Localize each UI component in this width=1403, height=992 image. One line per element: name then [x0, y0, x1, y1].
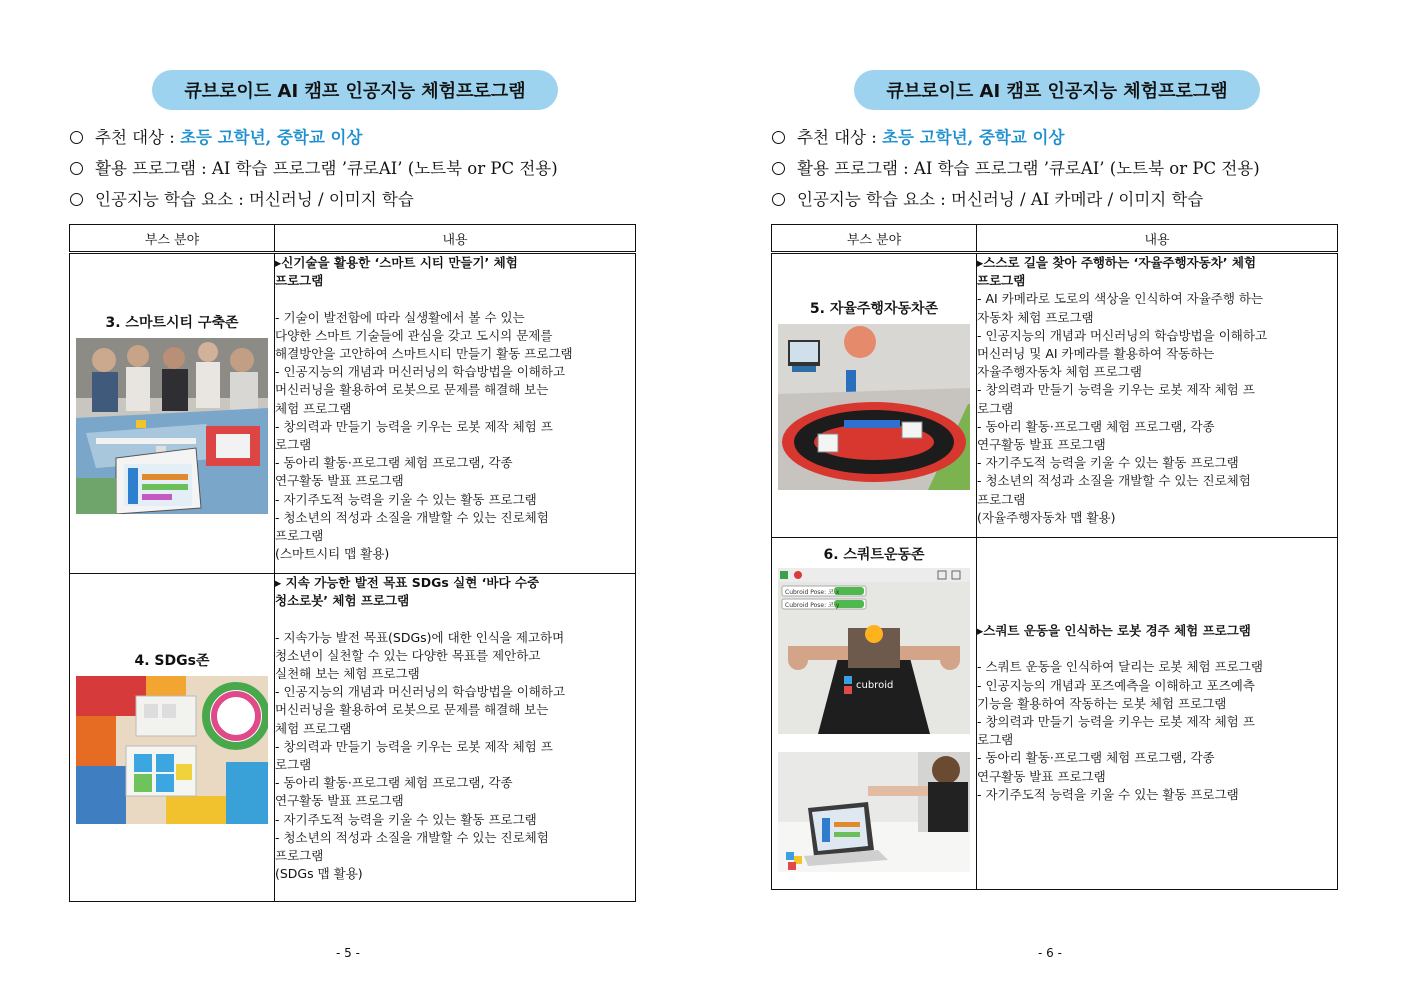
content-line: - 자기주도적 능력을 키울 수 있는 활동 프로그램 — [977, 455, 1239, 471]
autonomous-car-photo — [778, 324, 970, 490]
content-line: 자동차 체험 프로그램 — [977, 309, 1094, 325]
content-line: 체험 프로그램 — [275, 400, 352, 416]
content-line: - AI 카메라로 도로의 색상을 인식하여 자율주행 하는 — [977, 291, 1264, 307]
spacer — [275, 610, 635, 628]
zone-name: 3. 스마트시티 구축존 — [105, 315, 239, 331]
content-line: 연구활동 발표 프로그램 — [275, 793, 404, 809]
content-line: - 자기주도적 능력을 키울 수 있는 활동 프로그램 — [275, 811, 537, 827]
program-heading: ▸스쿼트 운동을 인식하는 로봇 경주 체험 프로그램 — [977, 623, 1251, 638]
content-line: - 청소년의 적성과 소질을 개발할 수 있는 진로체험 — [275, 829, 549, 845]
content-line: 프로그램 — [977, 491, 1026, 507]
content-line: - 인공지능의 개념과 머신러닝의 학습방법을 이해하고 — [275, 684, 566, 700]
content-line: - 스쿼트 운동을 인식하여 달리는 로봇 체험 프로그램 — [977, 659, 1263, 675]
content-line: 로그램 — [275, 757, 312, 773]
info-program: 활용 프로그램 : AI 학습 프로그램 ’큐로AI’ (노트북 or PC 전용) — [772, 153, 1260, 184]
content-line: 로그램 — [977, 732, 1014, 748]
program-heading-cont: 청소로봇’ 체험 프로그램 — [275, 593, 410, 609]
content-line: - 지속가능 발전 목표(SDGs)에 대한 인식을 제고하며 — [275, 629, 565, 645]
zone-cell — [772, 538, 977, 890]
content-line: 해결방안을 고안하여 스마트시티 만들기 활동 프로그램 — [275, 346, 573, 361]
info-elements: 인공지능 학습 요소 : 머신러닝 / 이미지 학습 — [70, 184, 558, 215]
content-line: - 창의력과 만들기 능력을 키우는 로봇 제작 체험 프 — [275, 418, 553, 434]
content-line: 머신러닝을 활용하여 로봇으로 문제를 해결해 보는 — [275, 382, 549, 398]
content-cell — [275, 253, 636, 574]
content-line: 머신러닝 및 AI 카메라를 활용하여 작동하는 — [977, 346, 1215, 362]
content-line: - 청소년의 적성과 소질을 개발할 수 있는 진로체험 — [977, 473, 1251, 489]
zone-name: 4. SDGs존 — [134, 653, 210, 669]
content-cell — [977, 538, 1338, 890]
page-right — [701, 0, 1403, 992]
squat-robot-photo — [778, 752, 970, 872]
content-line: 프로그램 — [275, 848, 324, 864]
circle-bullet-icon — [70, 162, 83, 175]
circle-bullet-icon — [772, 131, 785, 144]
circle-bullet-icon — [70, 131, 83, 144]
program-heading: ▸ 지속 가능한 발전 목표 SDGs 실현 ‘바다 수중 — [275, 575, 540, 590]
zone-name: 5. 자율주행자동차존 — [809, 301, 939, 317]
zone-cell — [70, 253, 275, 574]
content-line: 프로그램 — [275, 528, 324, 544]
booth-table — [771, 224, 1338, 890]
circle-bullet-icon — [772, 162, 785, 175]
header-content: 내용 — [275, 225, 636, 253]
content-cell — [977, 253, 1338, 538]
content-line: - 창의력과 만들기 능력을 키우는 로봇 제작 체험 프 — [275, 738, 553, 754]
info-list — [70, 122, 558, 215]
header-content: 내용 — [977, 225, 1338, 253]
circle-bullet-icon — [70, 193, 83, 206]
spacer — [977, 640, 1337, 658]
content-line: 실천해 보는 체험 프로그램 — [275, 666, 420, 681]
circle-bullet-icon — [772, 193, 785, 206]
content-cell — [275, 574, 636, 902]
program-heading: ▸스스로 길을 찾아 주행하는 ‘자율주행자동차’ 체험 — [977, 255, 1257, 270]
page-title: 큐브로이드 AI 캠프 인공지능 체험프로그램 — [854, 70, 1260, 110]
zone-name: 6. 스쿼트운동존 — [823, 547, 925, 563]
program-heading-cont: 프로그램 — [977, 273, 1026, 289]
content-line: (자율주행자동차 맵 활용) — [977, 509, 1116, 525]
content-line: - 인공지능의 개념과 머신러닝의 학습방법을 이해하고 — [977, 327, 1268, 343]
content-line: - 인공지능의 개념과 포즈예측을 이해하고 포즈예측 — [977, 677, 1255, 693]
content-line: - 자기주도적 능력을 키울 수 있는 활동 프로그램 — [977, 786, 1239, 802]
spacer — [275, 290, 635, 308]
info-program: 활용 프로그램 : AI 학습 프로그램 ’큐로AI’ (노트북 or PC 전용) — [70, 153, 558, 184]
content-line: (스마트시티 맵 활용) — [275, 546, 390, 562]
content-line: 연구활동 발표 프로그램 — [977, 437, 1106, 453]
content-line: - 기술이 발전함에 따라 실생활에서 볼 수 있는 — [275, 309, 525, 325]
content-line: 기능을 활용하여 작동하는 로봇 체험 프로그램 — [977, 695, 1227, 711]
content-line: (SDGs 맵 활용) — [275, 866, 363, 882]
overlay-label-x: Cubroid Pose: 코 x — [785, 589, 840, 596]
content-line: - 청소년의 적성과 소질을 개발할 수 있는 진로체험 — [275, 509, 549, 525]
content-line: - 인공지능의 개념과 머신러닝의 학습방법을 이해하고 — [275, 364, 566, 380]
pose-camera-photo — [778, 568, 970, 734]
booth-table — [69, 224, 636, 902]
content-line: - 자기주도적 능력을 키울 수 있는 활동 프로그램 — [275, 491, 537, 507]
sdgs-photo — [76, 676, 268, 824]
info-target: 추천 대상 : 초등 고학년, 중학교 이상 — [70, 122, 558, 153]
content-line: 로그램 — [977, 400, 1014, 416]
content-line: 연구활동 발표 프로그램 — [977, 768, 1106, 784]
zone-cell — [70, 574, 275, 902]
content-line: - 창의력과 만들기 능력을 키우는 로봇 제작 체험 프 — [977, 714, 1255, 729]
overlay-label-y: Cubroid Pose: 코 y — [785, 602, 840, 609]
page-title: 큐브로이드 AI 캠프 인공지능 체험프로그램 — [152, 70, 558, 110]
content-line: 자율주행자동차 체험 프로그램 — [977, 364, 1142, 380]
content-line: 로그램 — [275, 437, 312, 453]
content-line: 다양한 스마트 기술들에 관심을 갖고 도시의 문제를 — [275, 327, 553, 343]
page-number: - 6 - — [1038, 946, 1062, 960]
content-line: - 창의력과 만들기 능력을 키우는 로봇 제작 체험 프 — [977, 382, 1255, 398]
zone-cell — [772, 253, 977, 538]
content-line: - 동아리 활동·프로그램 체험 프로그램, 각종 — [977, 418, 1215, 434]
content-line: - 동아리 활동·프로그램 체험 프로그램, 각종 — [977, 750, 1215, 766]
info-elements: 인공지능 학습 요소 : 머신러닝 / AI 카메라 / 이미지 학습 — [772, 184, 1260, 215]
content-line: 체험 프로그램 — [275, 720, 352, 736]
info-list — [772, 122, 1260, 215]
shirt-logo-text: cubroid — [856, 680, 894, 691]
program-heading-cont: 프로그램 — [275, 273, 324, 289]
content-line: - 동아리 활동·프로그램 체험 프로그램, 각종 — [275, 455, 513, 471]
header-booth: 부스 분야 — [772, 225, 977, 253]
page-number: - 5 - — [336, 946, 360, 960]
content-line: 연구활동 발표 프로그램 — [275, 473, 404, 489]
info-target: 추천 대상 : 초등 고학년, 중학교 이상 — [772, 122, 1260, 153]
header-booth: 부스 분야 — [70, 225, 275, 253]
content-line: 청소년이 실천할 수 있는 다양한 목표를 제안하고 — [275, 647, 541, 663]
content-line: 머신러닝을 활용하여 로봇으로 문제를 해결해 보는 — [275, 702, 549, 718]
page-left — [0, 0, 700, 992]
program-heading: ▸신기술을 활용한 ‘스마트 시티 만들기’ 체험 — [275, 255, 518, 270]
content-line: - 동아리 활동·프로그램 체험 프로그램, 각종 — [275, 775, 513, 791]
smartcity-photo — [76, 338, 268, 514]
